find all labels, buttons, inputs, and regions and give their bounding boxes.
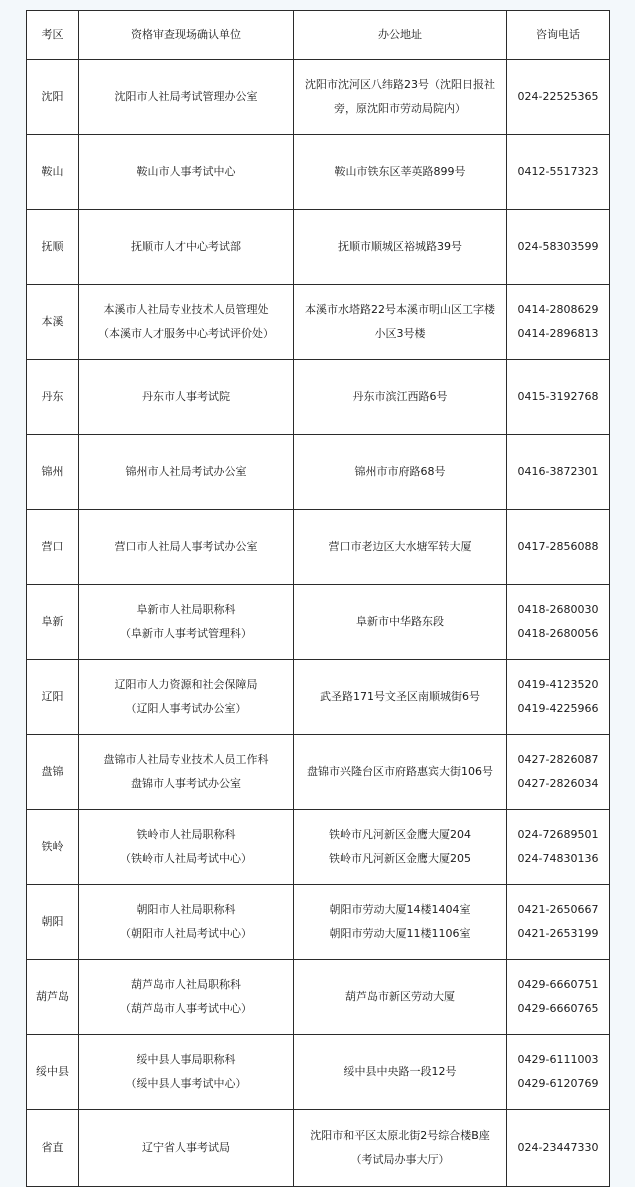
table-row — [27, 960, 610, 1035]
region-cell: 辽阳 — [27, 660, 79, 735]
phone-cell-line: 024-23447330 — [517, 1141, 599, 1154]
phone-cell — [507, 885, 610, 960]
phone-cell-line: 024-58303599 — [517, 240, 599, 253]
phone-cell-line: 0429-6111003 — [517, 1053, 599, 1066]
table-row — [27, 1035, 610, 1110]
address-cell-line: 沈阳市和平区太原北街2号综合楼B座 — [310, 1129, 490, 1142]
unit-cell-line: （辽阳人事考试办公室） — [125, 702, 247, 715]
unit-cell — [79, 585, 294, 660]
address-cell — [294, 735, 507, 810]
phone-cell — [507, 360, 610, 435]
address-cell-line: 抚顺市顺城区裕城路39号 — [338, 240, 462, 253]
region-cell: 省直 — [27, 1110, 79, 1187]
region-cell: 阜新 — [27, 585, 79, 660]
phone-cell-line: 0418-2680030 — [517, 603, 599, 616]
region-cell: 锦州 — [27, 435, 79, 510]
unit-cell-line: 辽宁省人事考试局 — [142, 1141, 230, 1154]
phone-cell-line: 0429-6660751 — [517, 978, 599, 991]
header-row — [27, 11, 610, 60]
unit-cell-line: 辽阳市人力资源和社会保障局 — [114, 678, 258, 691]
table-row — [27, 810, 610, 885]
unit-cell — [79, 285, 294, 360]
address-cell — [294, 435, 507, 510]
address-cell-line: 铁岭市凡河新区金鹰大厦204 — [329, 828, 471, 841]
address-cell-line: 锦州市市府路68号 — [354, 465, 446, 478]
table-row — [27, 360, 610, 435]
address-cell — [294, 285, 507, 360]
unit-cell — [79, 885, 294, 960]
region-cell: 鞍山 — [27, 135, 79, 210]
region-cell: 绥中县 — [27, 1035, 79, 1110]
phone-cell — [507, 60, 610, 135]
address-cell-line: 鞍山市铁东区莘英路899号 — [334, 165, 466, 178]
unit-cell-line: 丹东市人事考试院 — [142, 390, 230, 403]
address-cell-line: 沈阳市沈河区八纬路23号（沈阳日报社 — [305, 78, 495, 91]
region-cell: 沈阳 — [27, 60, 79, 135]
unit-cell-line: 锦州市人社局考试办公室 — [125, 465, 247, 478]
phone-cell-line: 0414-2896813 — [517, 327, 599, 340]
unit-cell-line: 绥中县人事局职称科 — [136, 1053, 236, 1066]
phone-cell-line: 0412-5517323 — [517, 165, 599, 178]
address-cell-line: 绥中县中央路一段12号 — [343, 1065, 457, 1078]
phone-cell — [507, 735, 610, 810]
phone-cell — [507, 210, 610, 285]
address-cell-line: （考试局办事大厅） — [350, 1153, 450, 1166]
address-cell — [294, 60, 507, 135]
phone-cell-line: 0427-2826034 — [517, 777, 599, 790]
address-cell-line: 阜新市中华路东段 — [356, 615, 444, 628]
phone-cell-line: 024-74830136 — [517, 852, 599, 865]
address-cell — [294, 585, 507, 660]
address-cell-line: 小区3号楼 — [374, 327, 426, 340]
header-unit: 资格审查现场确认单位 — [79, 11, 294, 60]
unit-cell — [79, 735, 294, 810]
region-cell: 本溪 — [27, 285, 79, 360]
unit-cell-line: （阜新市人事考试管理科） — [120, 627, 252, 640]
table-row — [27, 735, 610, 810]
unit-cell — [79, 1035, 294, 1110]
address-cell — [294, 885, 507, 960]
address-cell — [294, 660, 507, 735]
address-cell-line: 朝阳市劳动大厦14楼1404室 — [329, 903, 471, 916]
address-cell-line: 武圣路171号文圣区南顺城街6号 — [320, 690, 480, 703]
phone-cell — [507, 135, 610, 210]
unit-cell-line: 朝阳市人社局职称科 — [136, 903, 236, 916]
address-cell — [294, 210, 507, 285]
unit-cell-line: 沈阳市人社局考试管理办公室 — [114, 90, 258, 103]
phone-cell-line: 024-72689501 — [517, 828, 599, 841]
unit-cell-line: 阜新市人社局职称科 — [136, 603, 236, 616]
unit-cell-line: 盘锦市人社局专业技术人员工作科 — [103, 753, 269, 766]
address-cell — [294, 135, 507, 210]
region-cell: 朝阳 — [27, 885, 79, 960]
unit-cell — [79, 510, 294, 585]
region-cell: 营口 — [27, 510, 79, 585]
table-row — [27, 435, 610, 510]
unit-cell-line: 鞍山市人事考试中心 — [136, 165, 236, 178]
phone-cell — [507, 585, 610, 660]
phone-cell — [507, 660, 610, 735]
unit-cell — [79, 660, 294, 735]
phone-cell — [507, 810, 610, 885]
phone-cell — [507, 285, 610, 360]
unit-cell-line: （朝阳市人社局考试中心） — [120, 927, 252, 940]
address-cell-line: 本溪市水塔路22号本溪市明山区工字楼 — [305, 303, 495, 316]
phone-cell-line: 0429-6120769 — [517, 1077, 599, 1090]
address-cell-line: 朝阳市劳动大厦11楼1106室 — [329, 927, 471, 940]
phone-cell-line: 0414-2808629 — [517, 303, 599, 316]
phone-cell — [507, 435, 610, 510]
phone-cell — [507, 510, 610, 585]
address-cell — [294, 1110, 507, 1187]
table-row — [27, 285, 610, 360]
phone-cell-line: 0421-2653199 — [517, 927, 599, 940]
phone-cell — [507, 1035, 610, 1110]
address-cell-line: 葫芦岛市新区劳动大厦 — [345, 990, 455, 1003]
phone-cell-line: 0419-4225966 — [517, 702, 599, 715]
phone-cell — [507, 960, 610, 1035]
unit-cell-line: （葫芦岛市人事考试中心） — [120, 1002, 252, 1015]
header-phone: 咨询电话 — [507, 11, 610, 60]
region-cell: 丹东 — [27, 360, 79, 435]
address-cell-line: 铁岭市凡河新区金鹰大厦205 — [329, 852, 471, 865]
unit-cell — [79, 60, 294, 135]
table-row — [27, 60, 610, 135]
header-region: 考区 — [27, 11, 79, 60]
address-cell — [294, 1035, 507, 1110]
address-cell — [294, 360, 507, 435]
unit-cell-line: 葫芦岛市人社局职称科 — [131, 978, 241, 991]
table-row — [27, 135, 610, 210]
table-row — [27, 1110, 610, 1187]
region-cell: 抚顺 — [27, 210, 79, 285]
unit-cell — [79, 360, 294, 435]
address-cell — [294, 810, 507, 885]
unit-cell-line: （绥中县人事考试中心） — [125, 1077, 247, 1090]
table-row — [27, 660, 610, 735]
address-cell-line: 旁，原沈阳市劳动局院内） — [334, 102, 466, 115]
unit-cell — [79, 135, 294, 210]
table-row — [27, 585, 610, 660]
address-cell-line: 丹东市滨江西路6号 — [352, 390, 448, 403]
address-cell — [294, 960, 507, 1035]
address-cell-line: 盘锦市兴隆台区市府路惠宾大街106号 — [307, 765, 493, 778]
unit-cell-line: 本溪市人社局专业技术人员管理处 — [103, 303, 269, 316]
address-cell — [294, 510, 507, 585]
unit-cell-line: 盘锦市人事考试办公室 — [131, 777, 241, 790]
region-cell: 铁岭 — [27, 810, 79, 885]
phone-cell-line: 0427-2826087 — [517, 753, 599, 766]
unit-cell — [79, 810, 294, 885]
unit-cell — [79, 435, 294, 510]
unit-cell-line: 抚顺市人才中心考试部 — [131, 240, 241, 253]
unit-cell — [79, 1110, 294, 1187]
region-cell: 葫芦岛 — [27, 960, 79, 1035]
table-row — [27, 210, 610, 285]
table-row — [27, 510, 610, 585]
unit-cell-line: 铁岭市人社局职称科 — [136, 828, 236, 841]
phone-cell-line: 0418-2680056 — [517, 627, 599, 640]
header-address: 办公地址 — [294, 11, 507, 60]
phone-cell-line: 0421-2650667 — [517, 903, 599, 916]
unit-cell — [79, 210, 294, 285]
phone-cell-line: 024-22525365 — [517, 90, 599, 103]
exam-sites-table — [26, 10, 610, 1187]
region-cell: 盘锦 — [27, 735, 79, 810]
phone-cell — [507, 1110, 610, 1187]
unit-cell-line: （本溪市人才服务中心考试评价处） — [98, 327, 274, 340]
unit-cell-line: （铁岭市人社局考试中心） — [120, 852, 252, 865]
phone-cell-line: 0417-2856088 — [517, 540, 599, 553]
phone-cell-line: 0429-6660765 — [517, 1002, 599, 1015]
unit-cell-line: 营口市人社局人事考试办公室 — [114, 540, 258, 553]
unit-cell — [79, 960, 294, 1035]
phone-cell-line: 0415-3192768 — [517, 390, 599, 403]
phone-cell-line: 0419-4123520 — [517, 678, 599, 691]
phone-cell-line: 0416-3872301 — [517, 465, 599, 478]
address-cell-line: 营口市老边区大水塘军转大厦 — [328, 540, 472, 553]
table-row — [27, 885, 610, 960]
